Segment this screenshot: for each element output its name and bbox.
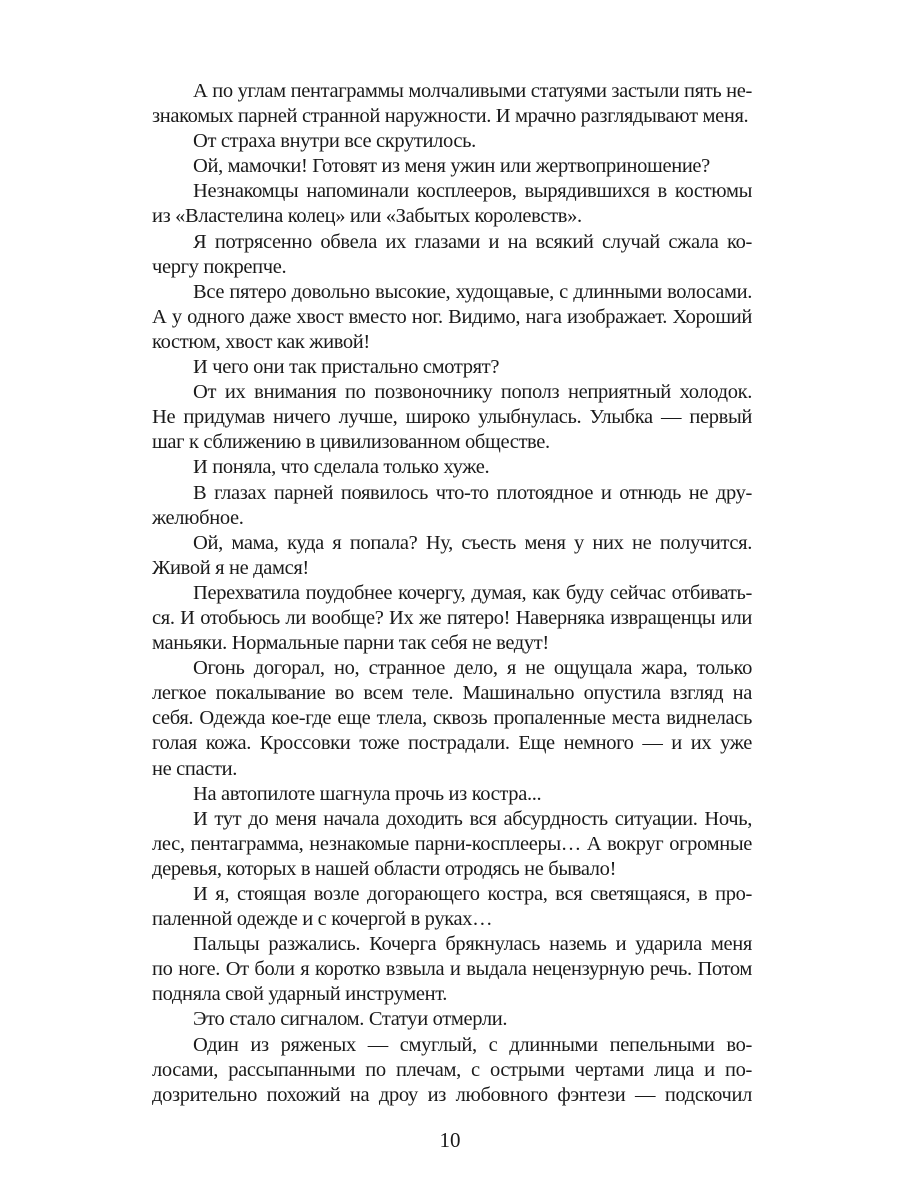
text-line: И тут до меня начала доходить вся абсурдность ситуации. Ночь, [193, 807, 752, 830]
paragraph [152, 481, 752, 531]
text-line: Пальцы разжались. Кочерга брякнулась наземь и ударила меня [193, 933, 752, 956]
text-line: Я потрясенно обвела их глазами и на всякий случай сжала ко- [193, 230, 752, 253]
page-number: 10 [439, 1128, 461, 1152]
text-line: не спасти. [152, 757, 238, 780]
paragraph [152, 280, 752, 355]
text-line: из «Властелина колец» или «Забытых королевств». [152, 205, 582, 228]
text-line: Незнакомцы напоминали косплееров, вырядившихся в костюмы [193, 180, 752, 203]
text-line: Перехватила поудобнее кочергу, думая, как буду сейчас отбивать- [193, 581, 752, 604]
text-line: паленной одежде и с кочергой в руках… [152, 908, 493, 931]
paragraph [152, 656, 752, 781]
text-line: лосами, рассыпанными по плечам, с острыми чертами лица и по- [152, 1058, 752, 1081]
paragraph [152, 355, 752, 380]
text-line: голая кожа. Кроссовки тоже пострадали. Еще немного — и их уже [152, 732, 752, 755]
paragraph [152, 79, 752, 129]
paragraph [152, 882, 752, 932]
paragraph [152, 179, 752, 229]
text-line: легкое покалывание во всем теле. Машинально опустила взгляд на [152, 682, 752, 705]
text-line: И чего они так пристально смотрят? [193, 356, 500, 379]
paragraph [152, 380, 752, 455]
text-line: себя. Одежда кое-где еще тлела, сквозь пропаленные места виднелась [152, 707, 752, 730]
page-body-text [152, 79, 752, 1108]
text-line: подняла свой ударный инструмент. [152, 983, 448, 1006]
text-line: Все пятеро довольно высокие, худощавые, с длинными волосами. [193, 280, 752, 303]
paragraph [152, 230, 752, 280]
text-line: А у одного даже хвост вместо ног. Видимо, нага изображает. Хороший [152, 305, 752, 328]
text-line: маньяки. Нормальные парни так себя не ведут! [152, 632, 549, 655]
text-line: чергу покрепче. [152, 255, 287, 278]
paragraph [152, 807, 752, 882]
text-line: костюм, хвост как живой! [152, 330, 370, 353]
text-line: деревья, которых в нашей области отродясь не бывало! [152, 857, 617, 880]
text-line: по ноге. От боли я коротко взвыла и выдала нецензурную речь. Потом [152, 958, 752, 981]
paragraph [152, 1033, 752, 1108]
text-line: На автопилоте шагнула прочь из костра... [193, 782, 542, 805]
text-line: Живой я не дамся! [152, 556, 309, 579]
text-line: Ой, мамочки! Готовят из меня ужин или жертвоприношение? [193, 155, 710, 178]
text-line: И поняла, что сделала только хуже. [193, 456, 490, 479]
paragraph [152, 531, 752, 581]
paragraph [152, 1007, 752, 1032]
paragraph [152, 932, 752, 1007]
paragraph [152, 455, 752, 480]
paragraph [152, 129, 752, 154]
paragraph [152, 154, 752, 179]
text-line: И я, стоящая возле догорающего костра, вся светящаяся, в про- [193, 883, 752, 905]
text-line: А по углам пентаграммы молчаливыми статуями застыли пять не- [193, 80, 752, 102]
text-line: От страха внутри все скрутилось. [193, 130, 476, 153]
paragraph [152, 782, 752, 807]
text-line: В глазах парней появилось что-то плотоядное и отнюдь не дру- [193, 481, 752, 504]
text-line: Не придумав ничего лучше, широко улыбнулась. Улыбка — первый [152, 406, 752, 429]
text-line: шаг к сближению в цивилизованном обществе. [152, 431, 550, 454]
text-line: Это стало сигналом. Статуи отмерли. [193, 1008, 508, 1031]
text-line: ся. И отобьюсь ли вообще? Их же пятеро! Наверняка извращенцы или [152, 606, 752, 629]
paragraph [152, 581, 752, 656]
text-line: знакомых парней странной наружности. И мрачно разглядывают меня. [152, 105, 749, 128]
text-line: Один из ряженых — смуглый, с длинными пепельными во- [193, 1033, 752, 1056]
text-line: От их внимания по позвоночнику пополз неприятный холодок. [193, 381, 752, 404]
text-line: дозрительно похожий на дроу из любовного фэнтези — подскочил [152, 1083, 752, 1106]
text-line: желюбное. [152, 506, 244, 529]
text-line: лес, пентаграмма, незнакомые парни-косплееры… А вокруг огромные [152, 832, 752, 855]
text-line: Ой, мама, куда я попала? Ну, съесть меня у них не получится. [193, 531, 752, 554]
text-line: Огонь догорал, но, странное дело, я не ощущала жара, только [193, 657, 752, 680]
